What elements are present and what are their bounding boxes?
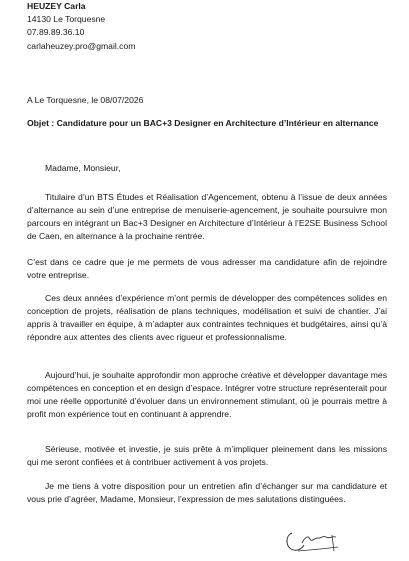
paragraph-experience: Ces deux années d’expérience m’ont permis de développer des compétences solides en conception de projets, réalisation de plans techniques, modélisation et suivi de chantier. J’ai appris à travailler en équipe, à m’adapter aux contraintes techniques et budgétaires, ainsi qu’à répondre aux attentes des clients avec rigueur et professionnalisme.: [27, 293, 387, 342]
salutation: Madame, Monsieur,: [45, 163, 121, 173]
sender-name: HEUZEY Carla: [27, 1, 86, 11]
sender-phone: 07.89.89.36.10: [27, 27, 85, 38]
place-date: A Le Torquesne, le 08/07/2026: [27, 95, 144, 105]
sender-email: carlaheuzey.pro@gmail.com: [27, 40, 136, 51]
sender-city: 14130 Le Torquesne: [27, 14, 106, 25]
paragraph-intro: Titulaire d’un BTS Études et Réalisation d’Agencement, obtenu à l’issue de deux années d’alternance au sein d’une entreprise de menuiserie-agencement, je souhaite poursuivre mon parcours en intégrant un Bac+3 Designer en Architecture d’Intérieur à l’E2SE Business School de Caen, en alternance à la prochaine rentrée.: [27, 192, 387, 241]
subject-line: Objet : Candidature pour un BAC+3 Designer en Architecture d’Intérieur en alternance: [27, 118, 379, 128]
paragraph-commitment: Sérieuse, motivée et investie, je suis prête à m’impliquer pleinement dans les missions qui me seront confiées et à contribuer activement à vos projets.: [27, 444, 387, 467]
sender-block: [27, 0, 135, 53]
handwritten-signature: [282, 525, 342, 555]
paragraph-context: C’est dans ce cadre que je me permets de vous adresser ma candidature afin de rejoindre votre entreprise.: [27, 257, 387, 280]
paragraph-closing: Je me tiens à votre disposition pour un entretien afin d’échanger sur ma candidature et vous prie d’agréer, Madame, Monsieur, l’expression de mes salutations distinguées.: [27, 481, 387, 504]
paragraph-motivation: Aujourd’hui, je souhaite approfondir mon approche créative et développer davantage mes compétences en conception et en design d’espace. Intégrer votre structure représenterait pour moi une réelle opportunité d’évoluer dans un environnement stimulant, où je pourrais mettre à profit mon expérience tout en continuant à apprendre.: [27, 370, 387, 419]
